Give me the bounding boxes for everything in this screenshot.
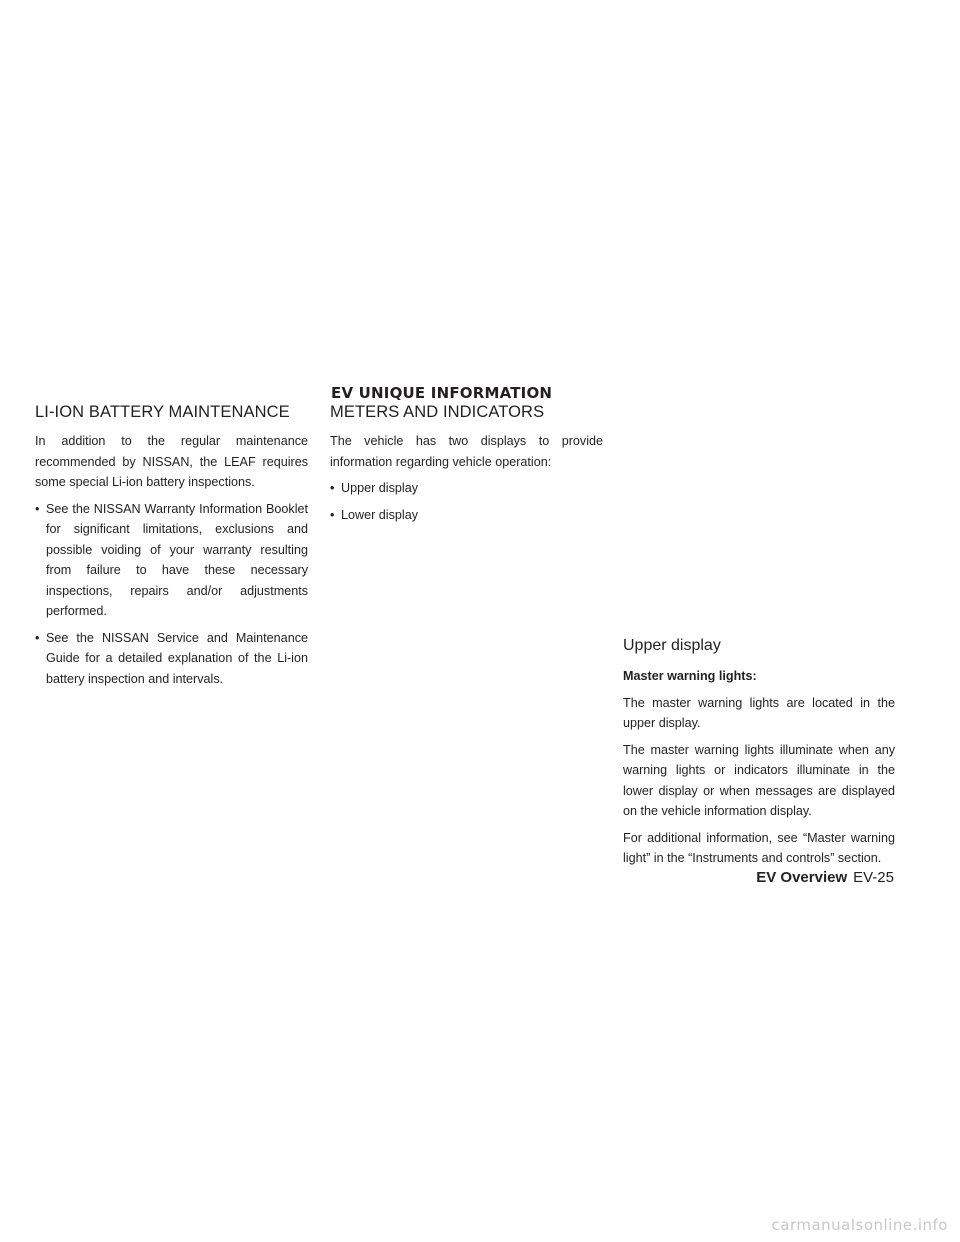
paragraph: The master warning lights are located in the upper display. — [623, 695, 895, 730]
li-ion-maintenance-heading: LI-ION BATTERY MAINTENANCE — [35, 403, 290, 421]
page-footer — [756, 868, 894, 888]
list-item: • See the NISSAN Service and Maintenance Guide for a detailed explanation of the Li-ion battery inspection and intervals. — [35, 628, 308, 690]
upper-display-heading: Upper display — [623, 637, 721, 654]
paragraph: The master warning lights illuminate when any warning lights or indicators illuminate in the lower display or when messages are displayed on the vehicle information display. — [623, 742, 895, 818]
watermark: carmanualsonline.info — [771, 1216, 948, 1234]
meters-intro-paragraph: The vehicle has two displays to provide information regarding vehicle operation: — [330, 434, 603, 469]
li-ion-intro-paragraph: In addition to the regular maintenance recommended by NISSAN, the LEAF requires some special Li-ion battery inspections. — [35, 434, 308, 489]
li-ion-bullet-list — [35, 499, 308, 690]
section-heading: EV UNIQUE INFORMATION — [331, 384, 553, 402]
left-column — [35, 402, 308, 695]
meters-indicators-heading: METERS AND INDICATORS — [330, 403, 545, 421]
display-bullet-list — [330, 478, 603, 525]
list-item: • Upper display — [330, 478, 603, 499]
list-item: • See the NISSAN Warranty Information Booklet for significant limitations, exclusions and possible voiding of your warranty resulting from failure to have these necessary inspections, repairs and/or adjustments performed. — [35, 499, 308, 622]
list-item: • Lower display — [330, 505, 603, 526]
middle-column — [330, 402, 603, 531]
paragraph: For additional information, see “Master warning light” in the “Instruments and controls” section. — [623, 830, 895, 865]
chapter-name: EV Overview — [756, 869, 848, 886]
right-column — [623, 636, 895, 875]
master-warning-subheading: Master warning lights: — [623, 669, 757, 683]
page-number: EV-25 — [853, 869, 894, 886]
